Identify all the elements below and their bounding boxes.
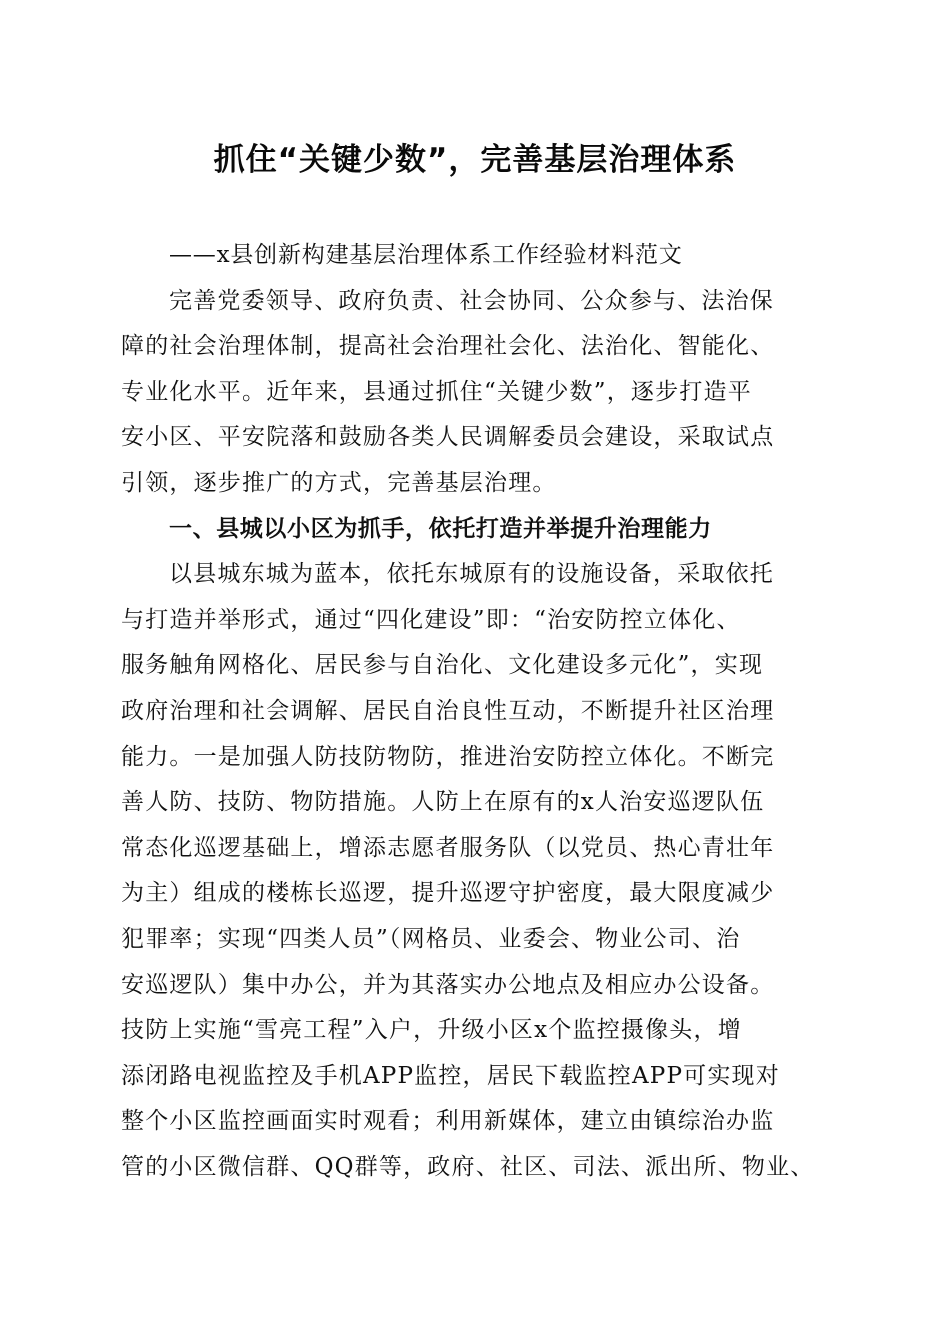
paragraph-2-line: 安巡逻队）集中办公，并为其落实办公地点及相应办公设备。	[121, 971, 775, 998]
section-1-heading: 一、县城以小区为抓手，依托打造并举提升治理能力	[169, 515, 712, 542]
paragraph-2-line: 政府治理和社会调解、居民自治良性互动，不断提升社区治理	[121, 697, 775, 724]
paragraph-2-line: 管的小区微信群、QQ群等，政府、社区、司法、派出所、物业、	[121, 1153, 815, 1180]
paragraph-2-line: 整个小区监控画面实时观看；利用新媒体，建立由镇综治办监	[121, 1108, 775, 1135]
paragraph-2-line: 以县城东城为蓝本，依托东城原有的设施设备，采取依托	[169, 561, 774, 588]
paragraph-2-line: 善人防、技防、物防措施。人防上在原有的x人治安巡逻队伍	[121, 789, 765, 816]
document-subtitle: ——x县创新构建基层治理体系工作经验材料范文	[169, 242, 683, 268]
paragraph-2-line: 常态化巡逻基础上，增添志愿者服务队（以党员、热心青壮年	[121, 834, 775, 861]
paragraph-2-line: 技防上实施“雪亮工程”入户，升级小区x个监控摄像头，增	[121, 1017, 742, 1044]
paragraph-1-line: 专业化水平。近年来，县通过抓住“关键少数”，逐步打造平	[121, 378, 752, 405]
document-body	[121, 233, 833, 1190]
paragraph-2-line: 添闭路电视监控及手机APP监控，居民下载监控APP可实现对	[121, 1062, 780, 1089]
paragraph-2-line: 与打造并举形式，通过“四化建设”即：“治安防控立体化、	[121, 606, 741, 633]
paragraph-1-line: 完善党委领导、政府负责、社会协同、公众参与、法治保	[169, 287, 774, 314]
paragraph-2-line: 为主）组成的楼栋长巡逻，提升巡逻守护密度，最大限度减少	[121, 880, 775, 907]
document-title: 抓住“关键少数”，完善基层治理体系	[213, 142, 737, 178]
paragraph-2-line: 犯罪率；实现“四类人员”（网格员、业委会、物业公司、治	[121, 925, 741, 952]
paragraph-2-line: 服务触角网格化、居民参与自治化、文化建设多元化”，实现	[121, 652, 764, 679]
paragraph-1-line: 安小区、平安院落和鼓励各类人民调解委员会建设，采取试点	[121, 424, 775, 451]
paragraph-1-line: 障的社会治理体制，提高社会治理社会化、法治化、智能化、	[121, 333, 775, 360]
paragraph-1-line: 引领，逐步推广的方式，完善基层治理。	[121, 469, 557, 496]
paragraph-2-line: 能力。一是加强人防技防物防，推进治安防控立体化。不断完	[121, 743, 775, 770]
